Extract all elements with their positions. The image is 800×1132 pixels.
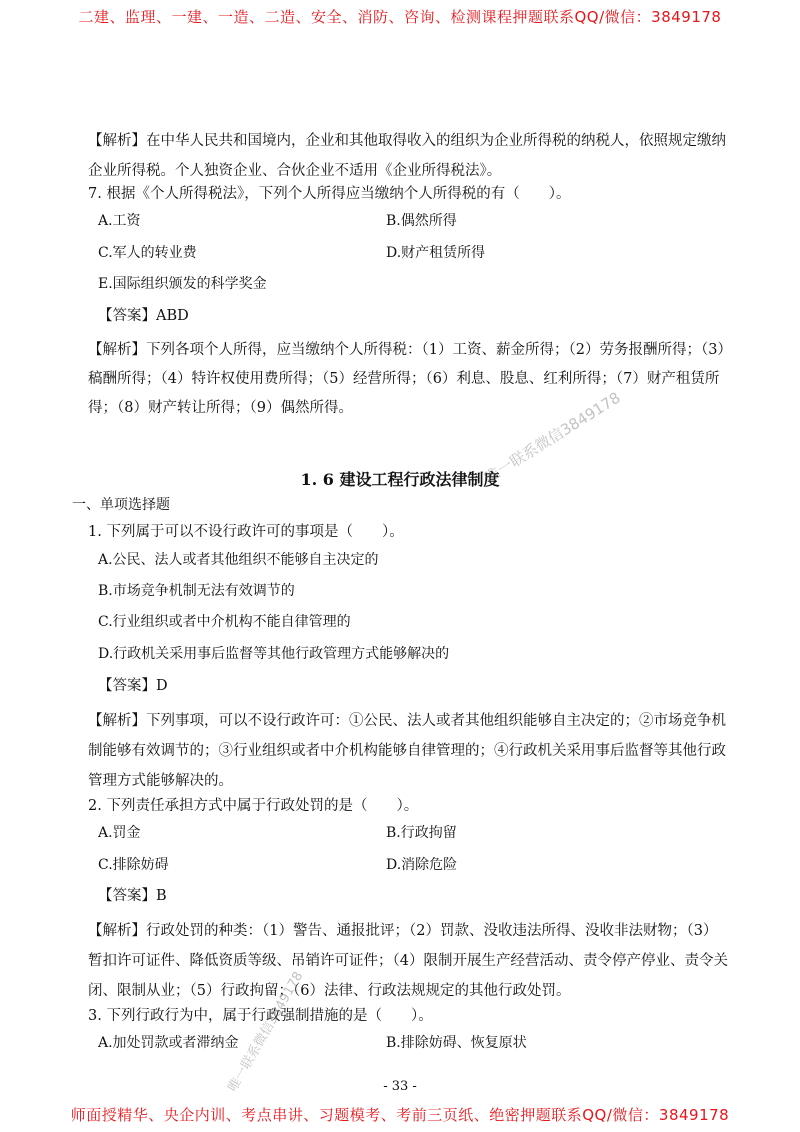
analysis-paragraph: 【解析】下列各项个人所得，应当缴纳个人所得税：（1）工资、薪金所得；（2）劳务报酬所得；（3）稿酬所得；（4）特许权使用费所得；（5）经营所得；（6）利息、股息、红利所得；（7）财产租赁所得；（8）财产转让所得；（9）偶然所得。 [88,342,725,416]
watermark: 唯一联系微信3849178 [481,388,624,487]
option-a: A.罚金 [98,825,141,841]
analysis-paragraph: 【解析】在中华人民共和国境内，企业和其他取得收入的组织为企业所得税的纳税人，依照规定缴纳企业所得税。个人独资企业、合伙企业不适用《企业所得税法》。 [88,133,726,179]
page-number: - 33 - [383,1079,417,1094]
option-e: E.国际组织颁发的科学奖金 [98,276,267,292]
section-subheading: 一、单项选择题 [72,497,170,513]
top-banner: 二建、监理、一建、一造、二造、安全、消防、咨询、检测课程押题联系QQ/微信：3849178 [78,8,722,26]
option-b: B.市场竞争机制无法有效调节的 [98,583,295,599]
option-a: A.加处罚款或者滞纳金 [98,1035,239,1051]
bottom-banner: 师面授精华、央企内训、考点串讲、习题模考、考前三页纸、绝密押题联系QQ/微信：3849178 [70,1106,730,1124]
option-d: D.行政机关采用事后监督等其他行政管理方式能够解决的 [98,646,450,662]
section-heading: 1. 6 建设工程行政法律制度 [300,470,500,489]
option-b: B.偶然所得 [386,213,457,229]
option-a: A.工资 [98,213,141,229]
option-d: D.财产租赁所得 [386,245,486,261]
answer: 【答案】D [98,678,168,694]
option-b: B.排除妨碍、恢复原状 [386,1035,527,1051]
option-c: C.行业组织或者中介机构不能自律管理的 [98,614,351,630]
answer: 【答案】ABD [98,308,189,324]
question-2: 2. 下列责任承担方式中属于行政处罚的是（ ）。 [88,798,419,814]
analysis-paragraph: 【解析】行政处罚的种类：（1）警告、通报批评；（2）罚款、没收违法所得、没收非法财物；（3）暂扣许可证件、降低资质等级、吊销许可证件；（4）限制开展生产经营活动、责令停产停业、责令关闭、限制从业；（5）行政拘留；（6）法律、行政法规规定的其他行政处罚。 [88,923,728,999]
option-c: C.军人的转业费 [98,245,197,261]
option-d: D.消除危险 [386,857,458,873]
question-1: 1. 下列属于可以不设行政许可的事项是（ ）。 [88,524,404,540]
analysis-paragraph: 【解析】下列事项，可以不设行政许可：①公民、法人或者其他组织能够自主决定的；②市场竞争机制能够有效调节的；③行业组织或者中介机构能够自律管理的；④行政机关采用事后监督等其他行政管理方式能够解决的。 [88,713,726,789]
answer: 【答案】B [98,888,167,904]
option-a: A.公民、法人或者其他组织不能够自主决定的 [98,552,379,568]
watermark: 唯一联系微信3849178 [225,969,307,1095]
option-b: B.行政拘留 [386,825,457,841]
question-7: 7. 根据《个人所得税法》，下列个人所得应当缴纳个人所得税的有（ ）。 [88,186,571,202]
option-c: C.排除妨碍 [98,857,169,873]
question-3: 3. 下列行政行为中，属于行政强制措施的是（ ）。 [88,1008,433,1024]
